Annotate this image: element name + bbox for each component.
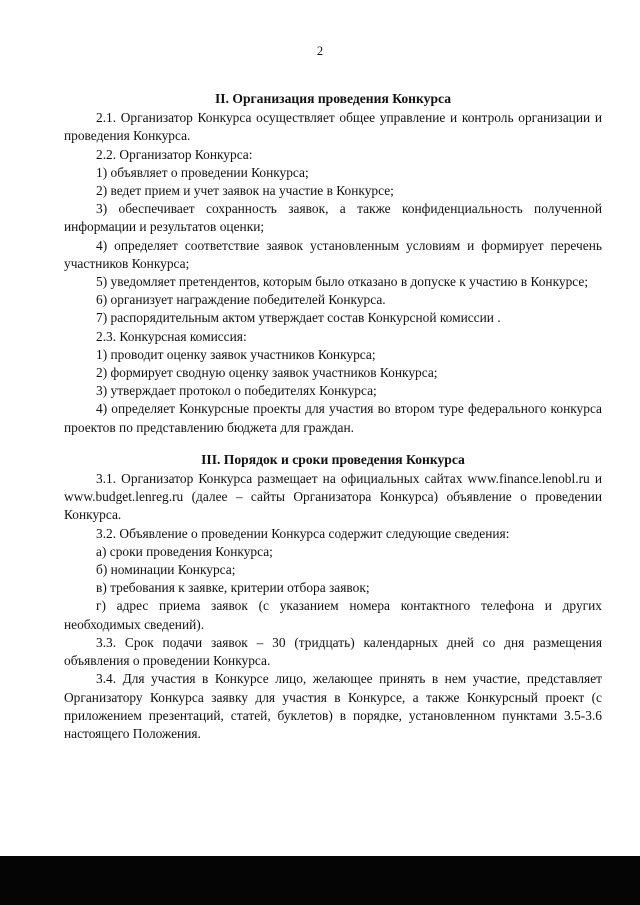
list-item: г) адрес приема заявок (с указанием номера контактного телефона и других необходимых сведений). — [64, 598, 602, 632]
paragraph: 3.1. Организатор Конкурса размещает на официальных сайтах www.finance.lenobl.ru и www.budget.lenreg.ru (далее – сайты Организатора Конкурса) объявление о проведении Конкурса. — [64, 471, 602, 523]
list-item: 4) определяет Конкурсные проекты для участия во втором туре федерального конкурса проектов по представлению бюджета для граждан. — [64, 401, 602, 435]
scan-border-bottom — [0, 856, 640, 905]
list-item: 3) обеспечивает сохранность заявок, а также конфиденциальность полученной информации и результатов оценки; — [64, 201, 602, 235]
section-3-title: III. Порядок и сроки проведения Конкурса — [201, 451, 465, 467]
paragraph: 3.3. Срок подачи заявок – 30 (тридцать) календарных дней со дня размещения объявления о проведении Конкурса. — [64, 634, 602, 669]
list-item: 4) определяет соответствие заявок установленным условиям и формирует перечень участников Конкурса; — [64, 237, 602, 271]
list-item: 2) ведет прием и учет заявок на участие в Конкурсе; — [96, 183, 394, 199]
list-item: 3) утверждает протокол о победителях Конкурса; — [96, 383, 377, 399]
list-item: в) требования к заявке, критерии отбора заявок; — [96, 580, 370, 596]
paragraph: 3.2. Объявление о проведении Конкурса содержит следующие сведения: — [96, 525, 510, 541]
page-number: 2 — [316, 44, 324, 58]
list-item: 2) формирует сводную оценку заявок участников Конкурса; — [96, 365, 438, 381]
paragraph: 3.4. Для участия в Конкурсе лицо, желающее принять в нем участие, представляет Организатору Конкурса заявку для участия в Конкурсе, а также Конкурсный проект (с приложением презентаций, статей, буклетов) в порядке, установленном пунктами 3.5-3.6 настоящего Положения. — [64, 671, 602, 741]
paragraph: 2.2. Организатор Конкурса: — [96, 146, 253, 162]
list-item: 7) распорядительным актом утверждает состав Конкурсной комиссии . — [96, 310, 501, 326]
document-body — [64, 90, 602, 743]
list-item: 6) организует награждение победителей Конкурса. — [96, 292, 386, 308]
section-2-title: II. Организация проведения Конкурса — [215, 91, 451, 106]
list-item: 5) уведомляет претендентов, которым было отказано в допуске к участию в Конкурсе; — [96, 274, 589, 290]
list-item: б) номинации Конкурса; — [96, 562, 236, 578]
paragraph: 2.1. Организатор Конкурса осуществляет общее управление и контроль организации и проведения Конкурса. — [64, 110, 602, 144]
paragraph: 2.3. Конкурсная комиссия: — [96, 328, 247, 344]
list-item: 1) объявляет о проведении Конкурса; — [96, 164, 309, 180]
list-item: 1) проводит оценку заявок участников Конкурса; — [96, 346, 376, 362]
list-item: а) сроки проведения Конкурса; — [96, 543, 273, 559]
